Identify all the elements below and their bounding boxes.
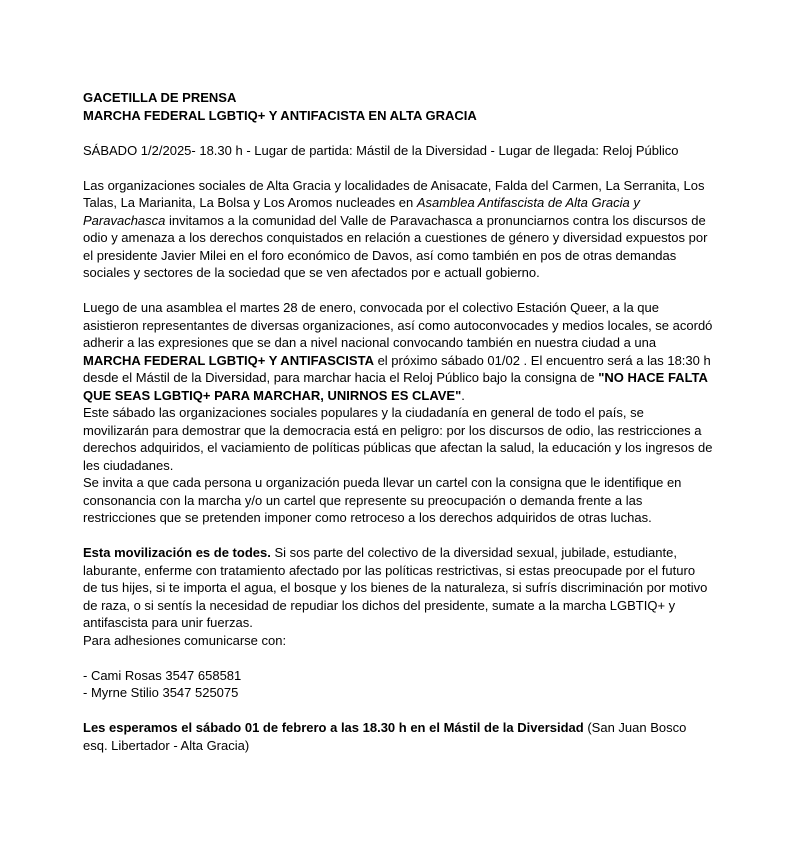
spacer	[83, 702, 713, 720]
assembly-name: Asamblea Antifascista de Alta Gracia y Paravachasca	[83, 195, 640, 228]
paragraph-nationwide: Este sábado las organizaciones sociales populares y la ciudadanía en general de todo el país, se movilizarán para demostrar que la democracia está en peligro: por los discursos de odio, las restricciones a derechos adquiridos, el vaciamiento de políticas públicas que afectan la salud, la educación y los ingresos de les ciudadanes.	[83, 405, 713, 473]
paragraph-assembly-middle: el próximo sábado 01/02 . El encuentro será a las 18:30 h desde el Mástil de la Diversidad, para marchar hacia el Reloj Público bajo la consigna de	[83, 352, 711, 385]
contact-item: - Cami Rosas 3547 658581	[83, 667, 242, 683]
paragraph-organizations-rest: invitamos a la comunidad del Valle de Paravachasca a pronunciarnos contra los discursos de odio y amenaza a los derechos conquistados en relación a cuestiones de género y diversidad expuestos por el presidente Javier Milei en el foro económico de Davos, así como también en pos de otras demandas sociales y sectores de la sociedad que se ven afectados por e actuall gobierno.	[83, 212, 708, 280]
spacer	[83, 159, 713, 177]
document-kicker: GACETILLA DE PRENSA	[83, 90, 237, 105]
paragraph-assembly	[83, 299, 713, 404]
spacer	[83, 649, 713, 667]
contact-intro: Para adhesiones comunicarse con:	[83, 632, 287, 648]
closing-invitation: Les esperamos el sábado 01 de febrero a las 18.30 h en el Mástil de la Diversidad	[83, 720, 584, 735]
paragraph-everyone-lead: Esta movilización es de todes.	[83, 545, 271, 560]
spacer	[83, 282, 713, 300]
closing-paragraph	[83, 719, 713, 754]
closing-location: (San Juan Bosco esq. Libertador - Alta Gracia)	[83, 720, 687, 753]
paragraph-assembly-lead: Luego de una asamblea el martes 28 de enero, convocada por el colectivo Estación Queer, a la que asistieron representantes de diversas organizaciones, así como autoconvocades y medios locales, se acordó adherir a las expresiones que se dan a nivel nacional convocando también en nuestra ciudad a una	[83, 300, 713, 350]
paragraph-organizations	[83, 177, 713, 282]
event-details-line: SÁBADO 1/2/2025- 18.30 h - Lugar de partida: Mástil de la Diversidad - Lugar de llegada: Reloj Público	[83, 142, 679, 158]
paragraph-assembly-end: .	[461, 387, 465, 403]
paragraph-everyone-rest: Si sos parte del colectivo de la diversidad sexual, jubilade, estudiante, laburante, enferme con tratamiento afectado por las políticas restrictivas, si estas preocupade por el futuro de tus hijes, si te importa el agua, el bosque y los bienes de la naturaleza, si sufrís discriminación por motivo de raza, o si sentís la necesidad de repudiar los dichos del presidente, sumate a la marcha LGBTIQ+ y antifascista para unir fuerzas.	[83, 545, 708, 630]
paragraph-sign-invitation: Se invita a que cada persona u organización pueda llevar un cartel con la consigna que le identifique en consonancia con la marcha y/o un cartel que represente su preocupación o demanda frente a las restricciones que se pretenden imponer como retroceso a los derechos adquiridos de otras luchas.	[83, 475, 682, 525]
march-name: MARCHA FEDERAL LGBTIQ+ Y ANTIFASCISTA	[83, 352, 374, 368]
march-slogan: "NO HACE FALTA QUE SEAS LGBTIQ+ PARA MARCHAR, UNIRNOS ES CLAVE"	[83, 370, 708, 403]
paragraph-organizations-lead: Las organizaciones sociales de Alta Gracia y localidades de Anisacate, Falda del Carmen, La Serranita, Los Talas, La Marianita, La Bolsa y Los Aromos nucleades en	[83, 177, 705, 210]
paragraph-everyone	[83, 544, 713, 632]
press-release-document	[83, 89, 713, 754]
contact-item: - Myrne Stilio 3547 525075	[83, 685, 239, 700]
spacer	[83, 527, 713, 545]
spacer	[83, 124, 713, 142]
document-title: MARCHA FEDERAL LGBTIQ+ Y ANTIFACISTA EN ALTA GRACIA	[83, 107, 477, 123]
